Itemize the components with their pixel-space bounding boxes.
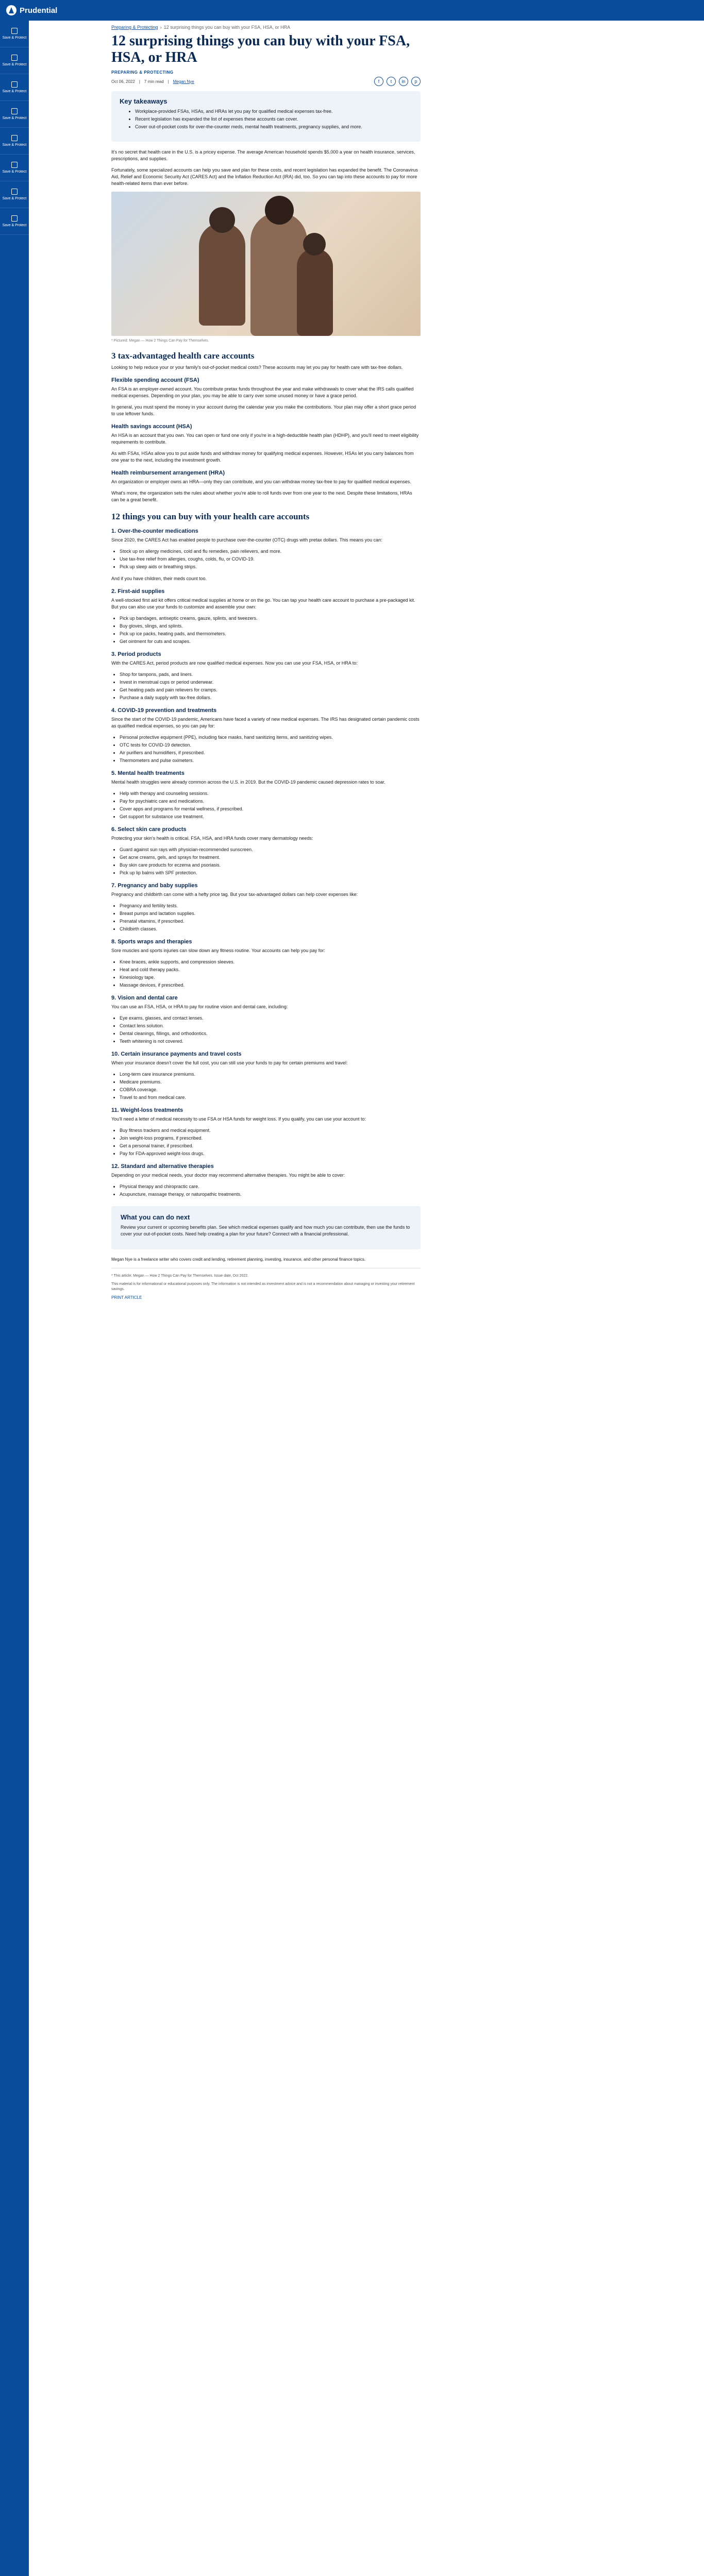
- what-next-box: [111, 1206, 421, 1249]
- piggy-bank-icon: [11, 81, 18, 88]
- logo-text: Prudential: [20, 6, 58, 15]
- item-heading: 7. Pregnancy and baby supplies: [111, 883, 198, 889]
- sidenav-item-5[interactable]: Save & Protect: [0, 128, 29, 155]
- bullet-item: • Massage devices, if prescribed.: [120, 982, 421, 989]
- item-bullets: [120, 615, 421, 645]
- sidenav-item-1[interactable]: Save & Protect: [0, 21, 29, 47]
- item-bullets: [120, 671, 421, 701]
- bullet-item: • Thermometers and pulse oximeters.: [120, 757, 421, 764]
- bullet-item: • Medicare premiums.: [120, 1079, 421, 1086]
- takeaway-item: • Recent legislation has expanded the list of expenses these accounts can cover.: [135, 116, 412, 123]
- bullet-item: • Purchase a daily supply with tax-free dollars.: [120, 694, 421, 701]
- sidenav-item-4[interactable]: Save & Protect: [0, 101, 29, 128]
- hsa-heading: Health savings account (HSA): [111, 423, 192, 430]
- home-icon: [11, 135, 18, 141]
- item-heading: 3. Period products: [111, 651, 161, 657]
- share-buttons: [374, 77, 421, 86]
- article-date: Oct 06, 2022: [111, 79, 135, 84]
- bullet-item: • OTC tests for COVID-19 detection.: [120, 742, 421, 749]
- item-text: Sore muscles and sports injuries can slow down any fitness routine. Your accounts can help you pay for:: [111, 948, 325, 953]
- read-time: 7 min read: [144, 79, 164, 84]
- sidenav-item-6[interactable]: Save & Protect: [0, 155, 29, 181]
- facebook-icon[interactable]: f: [374, 77, 383, 86]
- item-text: Mental health struggles were already common across the U.S. in 2019. But the COVID-19 pandemic caused depression rates to soar.: [111, 779, 385, 785]
- bullet-item: • Pick up ice packs, heating pads, and thermometers.: [120, 631, 421, 637]
- bullet-item: • Travel to and from medical care.: [120, 1094, 421, 1101]
- article-meta: Oct 06, 2022 | 7 min read | Megan Nye f t in p: [111, 77, 421, 86]
- breadcrumb: Preparing & Protecting › 12 surprising things you can buy with your FSA, HSA, or HRA: [111, 25, 291, 30]
- bullet-item: • Pay for psychiatric care and medications.: [120, 798, 421, 805]
- bullet-item: • Cover apps and programs for mental wellness, if prescribed.: [120, 806, 421, 812]
- bullet-item: • Kinesiology tape.: [120, 974, 421, 981]
- sidenav-item-7[interactable]: Save & Protect: [0, 181, 29, 208]
- item-heading: 9. Vision and dental care: [111, 995, 178, 1001]
- bullet-item: • Buy fitness trackers and medical equipment.: [120, 1127, 421, 1134]
- article-title: 12 surprising things you can buy with your FSA, HSA, or HRA: [111, 33, 410, 65]
- fsa-paragraph: In general, you must spend the money in your account during the calendar year you make the contributions. Your plan may offer a short grace period to use leftover funds.: [111, 404, 416, 416]
- rock-logo-icon: [6, 5, 16, 15]
- item-text: A well-stocked first aid kit offers critical medical supplies at home or on the go. You can tap your health care account to purchase a pre-packaged kit. But you can also use your funds to customize and assemble your own:: [111, 598, 415, 609]
- prudential-logo[interactable]: [6, 5, 57, 15]
- author-link[interactable]: Megan Nye: [173, 79, 194, 84]
- item-heading: 4. COVID-19 prevention and treatments: [111, 707, 217, 714]
- item-bullets: [120, 846, 421, 876]
- bullet-item: • Prenatal vitamins, if prescribed.: [120, 918, 421, 925]
- bullet-item: • Get heating pads and pain relievers for cramps.: [120, 687, 421, 693]
- item-heading: 5. Mental health treatments: [111, 770, 185, 776]
- item-text: Since the start of the COVID-19 pandemic, Americans have faced a variety of new medical expenses. The IRS has designated certain pandemic costs as qualified medical expenses, so you can pay for:: [111, 717, 420, 728]
- briefcase-icon: [11, 215, 18, 222]
- bullet-item: • Get ointment for cuts and scrapes.: [120, 638, 421, 645]
- item-text: Depending on your medical needs, your doctor may recommend alternative therapies. You might be able to cover:: [111, 1173, 345, 1178]
- key-takeaways: [111, 91, 421, 142]
- bullet-item: • Use tax-free relief from allergies, coughs, colds, flu, or COVID-19.: [120, 556, 421, 563]
- bullet-item: • Pick up sleep aids or breathing strips.: [120, 564, 421, 570]
- bullet-item: • Help with therapy and counseling sessions.: [120, 790, 421, 797]
- item-heading: 12. Standard and alternative therapies: [111, 1163, 214, 1170]
- bullet-item: • Teeth whitening is not covered.: [120, 1038, 421, 1045]
- image-caption: * Pictured: Megan — How 2 Things Can Pay for Themselves.: [111, 339, 209, 343]
- article: [111, 21, 421, 1306]
- fsa-paragraph: An FSA is an employer-owned account. You contribute pretax funds throughout the year and make withdrawals to cover what the IRS calls qualified medical expenses. Depending on your plan, you may be able to carry over some unused money or have a grace period.: [111, 386, 414, 398]
- hra-heading: Health reimbursement arrangement (HRA): [111, 470, 225, 476]
- item-text: You can use an FSA, HSA, or HRA to pay for routine vision and dental care, including:: [111, 1004, 288, 1009]
- bullet-item: • Air purifiers and humidifiers, if prescribed.: [120, 750, 421, 756]
- hra-paragraph: An organization or employer owns an HRA—only they can contribute, and you can withdraw money tax-free to pay for qualified medical expenses.: [111, 479, 411, 484]
- bullet-item: • Guard against sun rays with physician-recommended sunscreen.: [120, 846, 421, 853]
- bullet-item: • Pick up lip balms with SPF protection.: [120, 870, 421, 876]
- section-heading: 3 tax-advantaged health care accounts: [111, 351, 255, 361]
- item-bullets: [120, 903, 421, 933]
- bullet-item: • Acupuncture, massage therapy, or naturopathic treatments.: [120, 1191, 421, 1198]
- item-text: When your insurance doesn't cover the full cost, you can still use your funds to pay for certain premiums and travel:: [111, 1060, 348, 1065]
- disclaimer: * This article: Megan — How 2 Things Can Pay for Themselves. Issue date, Oct 2022.: [111, 1274, 249, 1278]
- side-navigation: [0, 21, 29, 2576]
- bullet-item: • Breast pumps and lactation supplies.: [120, 910, 421, 917]
- item-bullets: [120, 1183, 421, 1198]
- breadcrumb-current: 12 surprising things you can buy with your FSA, HSA, or HRA: [163, 25, 291, 30]
- hra-paragraph: What's more, the organization sets the rules about whether you're able to roll funds over from one year to the next. Despite these limitations, HRAs can be a great benefit.: [111, 490, 412, 502]
- print-article-link[interactable]: PRINT ARTICLE: [111, 1295, 142, 1300]
- item-bullets: [120, 1071, 421, 1101]
- bullet-item: • Pay for FDA-approved weight-loss drugs.: [120, 1150, 421, 1157]
- bullet-item: • COBRA coverage.: [120, 1087, 421, 1093]
- item-bullets: [120, 734, 421, 764]
- calculator-icon: [11, 189, 18, 195]
- item-heading: 8. Sports wraps and therapies: [111, 939, 192, 945]
- section-intro: Looking to help reduce your or your family's out-of-pocket medical costs? These accounts may let you pay for health care with tax-free dollars.: [111, 365, 403, 370]
- item-heading: 1. Over-the-counter medications: [111, 528, 198, 534]
- bullet-item: • Stock up on allergy medicines, cold and flu remedies, pain relievers, and more.: [120, 548, 421, 555]
- sidenav-item-8[interactable]: Save & Protect: [0, 208, 29, 235]
- hsa-paragraph: As with FSAs, HSAs allow you to put aside funds and withdraw money for qualifying medical expenses. However, HSAs let you carry balances from one year to the next, including the investment growth.: [111, 451, 414, 463]
- item-heading: 2. First-aid supplies: [111, 588, 165, 595]
- author-bio: Megan Nye is a freelance writer who covers credit and lending, retirement planning, investing, insurance, and other personal finance topics.: [111, 1257, 366, 1262]
- bullet-item: • Get acne creams, gels, and sprays for treatment.: [120, 854, 421, 861]
- bullet-item: • Physical therapy and chiropractic care.: [120, 1183, 421, 1190]
- linkedin-icon[interactable]: in: [399, 77, 408, 86]
- item-text: Pregnancy and childbirth can come with a hefty price tag. But your tax-advantaged dollars can help cover expenses like:: [111, 892, 358, 897]
- sidenav-item-2[interactable]: Save & Protect: [0, 47, 29, 74]
- twitter-icon[interactable]: t: [387, 77, 396, 86]
- intro-paragraph: Fortunately, some specialized accounts can help you save and plan for these costs, and recent legislation has expanded the benefit. The Coronavirus Aid, Relief and Economic Security Act (CARES Act) and the Inflation Reduction Act (IRA) did, too. So you can tap into these accounts to pay for more health-related items than ever before.: [111, 167, 418, 186]
- bullet-item: • Get a personal trainer, if prescribed.: [120, 1143, 421, 1149]
- top-header: [0, 0, 704, 21]
- bullet-item: • Invest in menstrual cups or period underwear.: [120, 679, 421, 686]
- breadcrumb-link[interactable]: Preparing & Protecting: [111, 25, 158, 30]
- bullet-item: • Contact lens solution.: [120, 1023, 421, 1029]
- takeaways-heading: Key takeaways: [120, 97, 167, 105]
- section-heading: 12 things you can buy with your health care accounts: [111, 512, 310, 521]
- intro-paragraph: It's no secret that health care in the U.S. is a pricey expense. The average American household spends $5,000 a year on health insurance, services, prescriptions, and supplies.: [111, 149, 415, 161]
- article-category[interactable]: PREPARING & PROTECTING: [111, 70, 174, 75]
- bullet-item: • Buy gloves, slings, and splints.: [120, 623, 421, 630]
- item-bullets: [120, 959, 421, 989]
- item-heading: 10. Certain insurance payments and travel costs: [111, 1051, 242, 1057]
- disclaimer: This material is for informational or educational purposes only. The information is not intended as investment advice and is not a recommendation about managing or investing your retirement savings.: [111, 1282, 415, 1291]
- umbrella-icon: [11, 55, 18, 61]
- bullet-item: • Buy skin care products for eczema and psoriasis.: [120, 862, 421, 869]
- item-bullets: [120, 790, 421, 820]
- bullet-item: • Dental cleanings, fillings, and orthodontics.: [120, 1030, 421, 1037]
- item-heading: 11. Weight-loss treatments: [111, 1107, 183, 1113]
- bullet-item: • Personal protective equipment (PPE), including face masks, hand sanitizing items, and sanitizing wipes.: [120, 734, 421, 741]
- item-bullets: [120, 548, 421, 570]
- item-text: Protecting your skin's health is critical. FSA, HSA, and HRA funds cover many dermatology needs:: [111, 836, 313, 841]
- shield-icon: [11, 28, 18, 34]
- hero-image: [111, 192, 421, 336]
- bullet-item: • Get support for substance use treatment.: [120, 814, 421, 820]
- bullet-item: • Long-term care insurance premiums.: [120, 1071, 421, 1078]
- bullet-item: • Shop for tampons, pads, and liners.: [120, 671, 421, 678]
- bullet-item: • Heat and cold therapy packs.: [120, 967, 421, 973]
- item-text: With the CARES Act, period products are now qualified medical expenses. Now you can use your FSA, HSA, or HRA to:: [111, 660, 358, 666]
- fsa-heading: Flexible spending account (FSA): [111, 377, 199, 383]
- cta-text: Review your current or upcoming benefits plan. See which medical expenses qualify and how much you can contribute, then use the funds to cover your out-of-pocket costs. Need help creating a plan for your future? Connect with a financial professional.: [121, 1225, 410, 1236]
- bullet-item: • Pick up bandages, antiseptic creams, gauze, splints, and tweezers.: [120, 615, 421, 622]
- item-bullets: [120, 1015, 421, 1045]
- takeaway-item: • Cover out-of-pocket costs for over-the-counter meds, mental health treatments, pregnancy supplies, and more.: [135, 124, 412, 130]
- cta-heading: What you can do next: [121, 1213, 190, 1221]
- pinterest-icon[interactable]: p: [411, 77, 421, 86]
- bullet-item: • Eye exams, glasses, and contact lenses.: [120, 1015, 421, 1022]
- bullet-item: • Childbirth classes.: [120, 926, 421, 933]
- hsa-paragraph: An HSA is an account that you own. You can open or fund one only if you're in a high-deductible health plan (HDHP), and you'll need to meet eligibility requirements to contribute.: [111, 433, 419, 445]
- bullet-item: • Join weight-loss programs, if prescribed.: [120, 1135, 421, 1142]
- heart-icon: [11, 108, 18, 114]
- item-text: Since 2020, the CARES Act has enabled people to purchase over-the-counter (OTC) drugs with pretax dollars. This means you can:: [111, 537, 382, 543]
- bullet-item: • Pregnancy and fertility tests.: [120, 903, 421, 909]
- bullet-item: • Knee braces, ankle supports, and compression sleeves.: [120, 959, 421, 965]
- item-bullets: [120, 1127, 421, 1157]
- chart-icon: [11, 162, 18, 168]
- item-text: You'll need a letter of medical necessity to use FSA or HSA funds for weight loss. If you qualify, you can use your account to:: [111, 1116, 366, 1122]
- item-heading: 6. Select skin care products: [111, 826, 187, 833]
- item-footer: And if you have children, their meds count too.: [111, 576, 207, 581]
- takeaway-item: • Workplace-provided FSAs, HSAs, and HRAs let you pay for qualified medical expenses tax-free.: [135, 108, 412, 115]
- items-list: [111, 528, 421, 1198]
- sidenav-item-3[interactable]: Save & Protect: [0, 74, 29, 101]
